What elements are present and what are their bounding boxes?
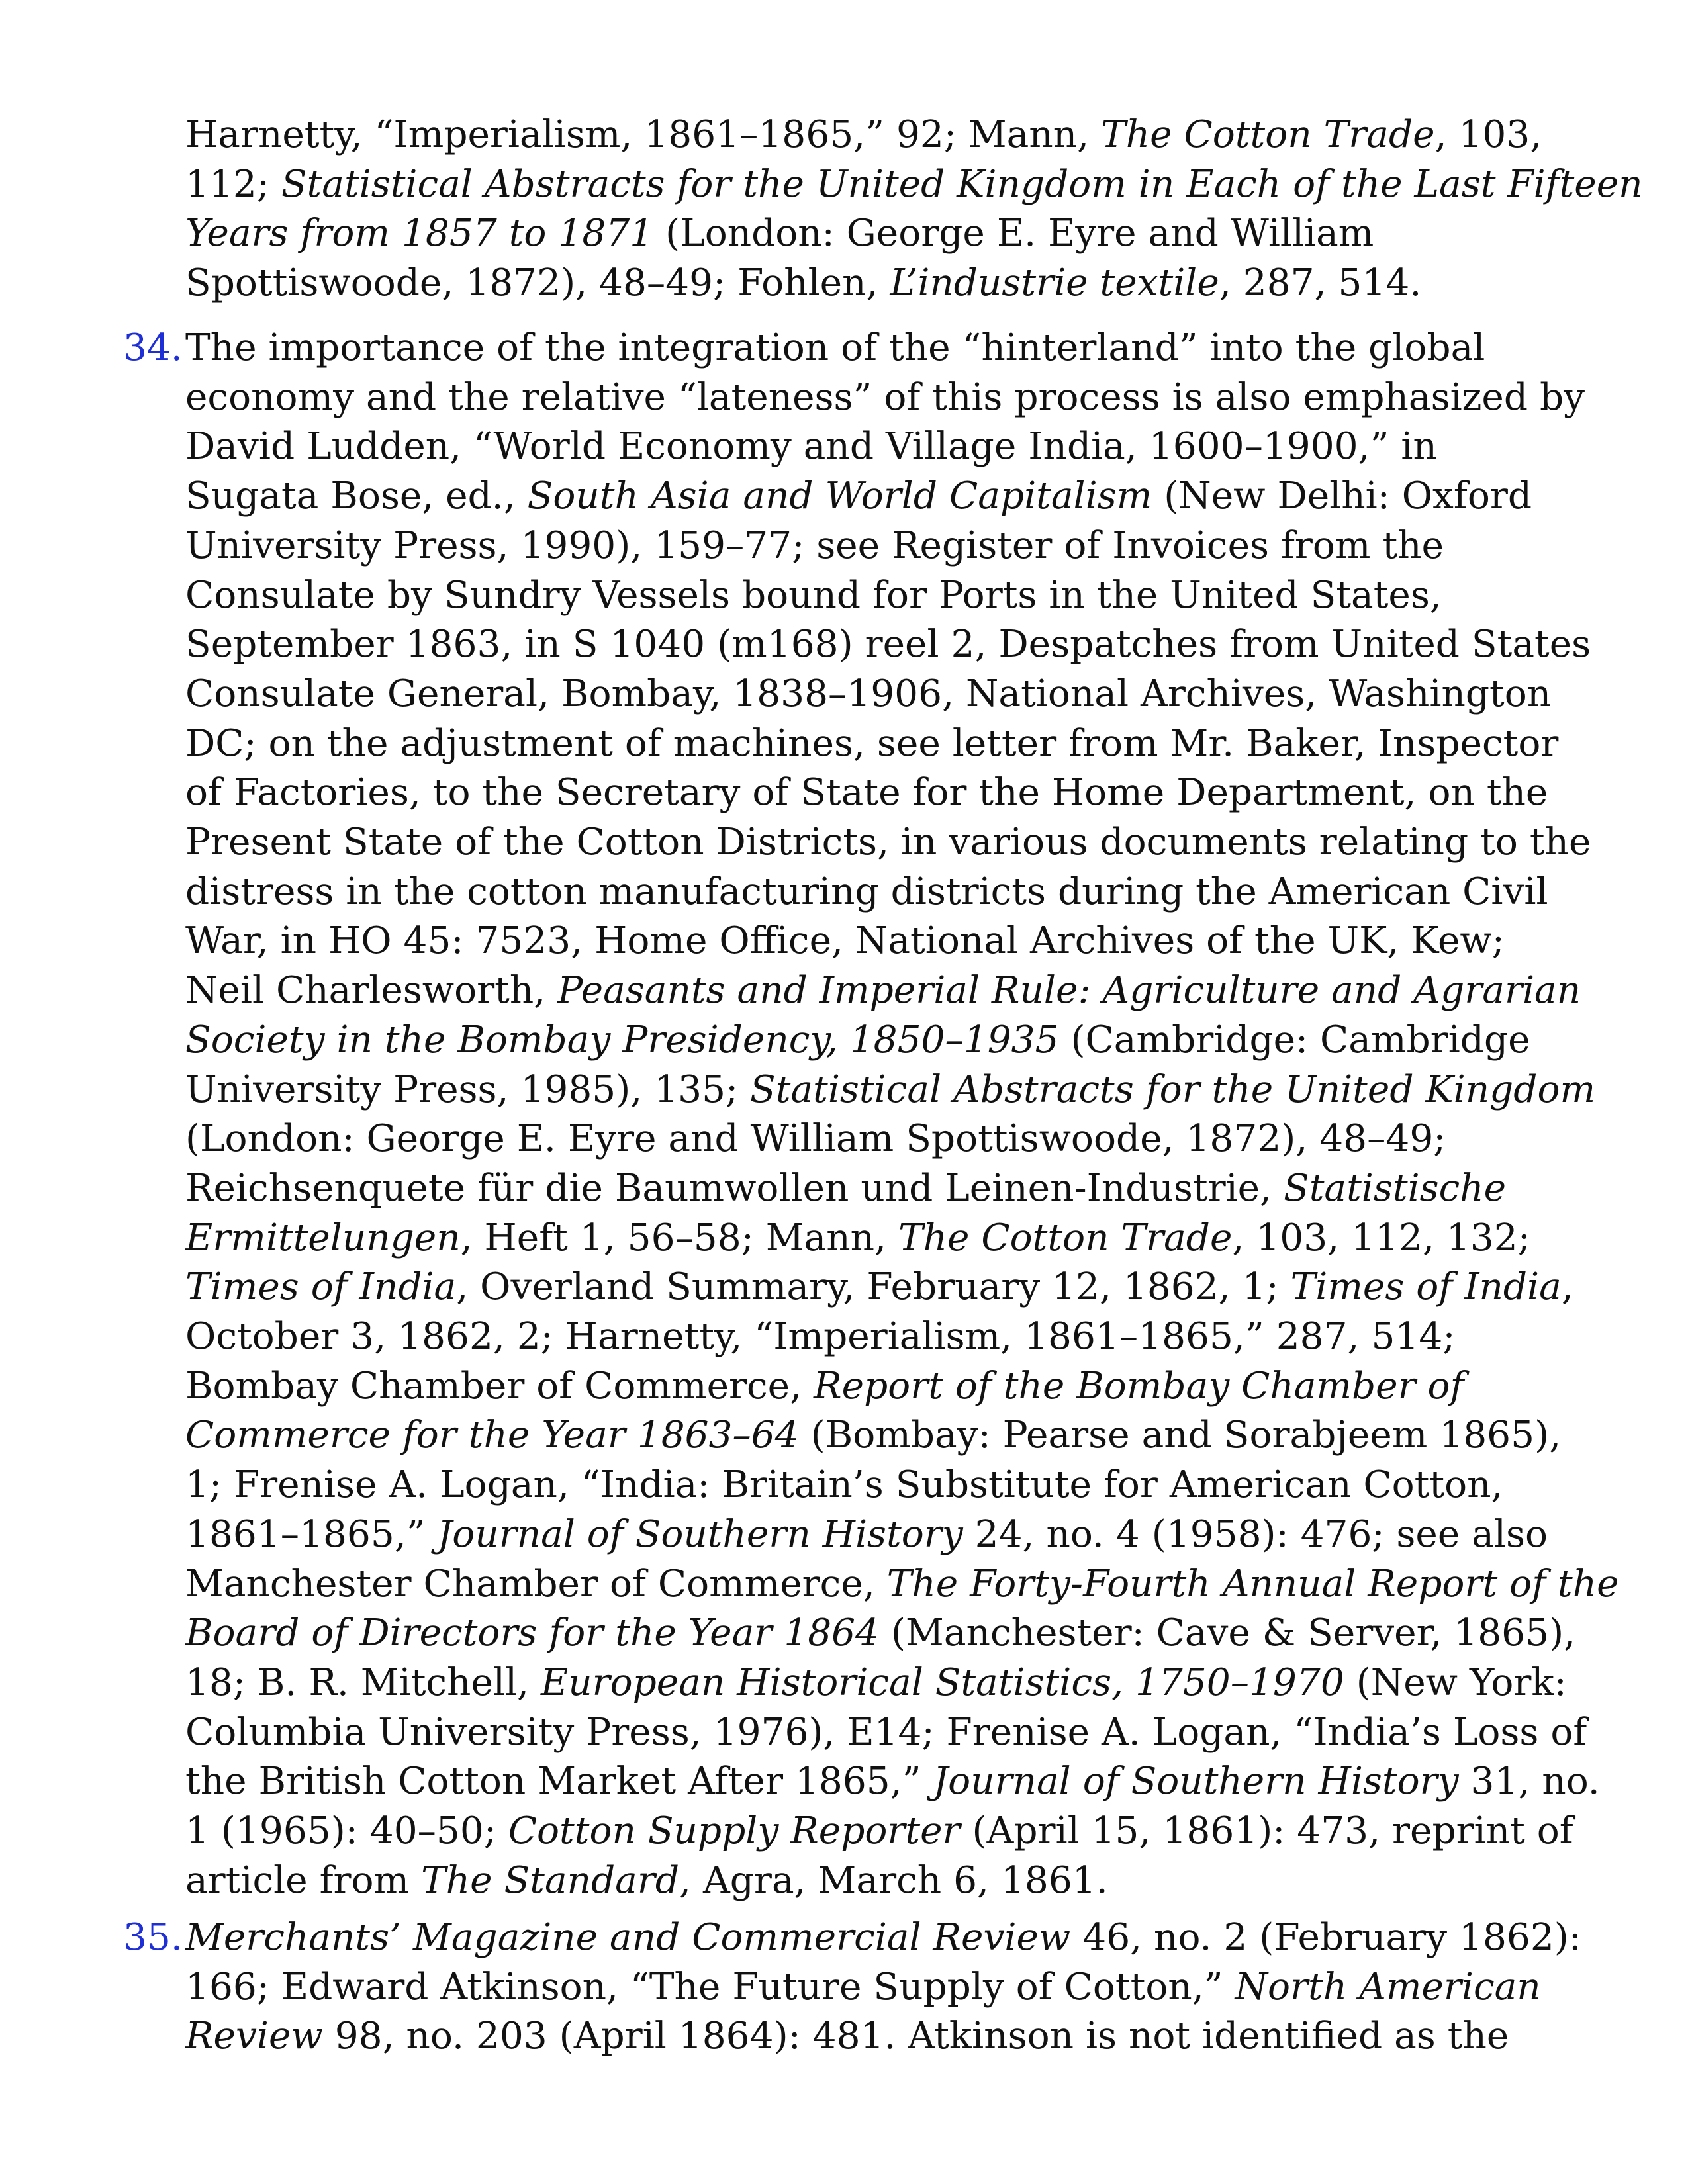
- text-line: Commerce for the Year 1863–64 (Bombay: Pearse and Sorabjeem 1865),: [185, 1414, 1562, 1457]
- text-line: 166; Edward Atkinson, “The Future Supply of Cotton,” North American: [185, 1965, 1541, 2009]
- text-line: Society in the Bombay Presidency, 1850–1935 (Cambridge: Cambridge: [185, 1018, 1530, 1062]
- text-line: 1 (1965): 40–50; Cotton Supply Reporter (April 15, 1861): 473, reprint of: [185, 1809, 1573, 1853]
- text-line: of Factories, to the Secretary of State for the Home Department, on the: [185, 771, 1548, 815]
- italic-title: Ermittelungen: [185, 1216, 461, 1259]
- text-line: article from The Standard, Agra, March 6, 1861.: [185, 1858, 1108, 1902]
- italic-title: Board of Directors for the Year 1864: [185, 1612, 880, 1655]
- italic-title: Review: [185, 2015, 323, 2058]
- italic-title: Times of India: [1290, 1265, 1562, 1309]
- italic-title: Report of the Bombay Chamber of: [814, 1364, 1464, 1408]
- text-line: Sugata Bose, ed., South Asia and World Capitalism (New Delhi: Oxford: [185, 475, 1532, 518]
- text-line: University Press, 1990), 159–77; see Register of Invoices from the: [185, 523, 1444, 567]
- text-line: Reichsenquete für die Baumwollen und Leinen-Industrie, Statistische: [185, 1166, 1507, 1210]
- italic-title: Journal of Southern History: [437, 1512, 963, 1556]
- text-line: Review 98, no. 203 (April 1864): 481. Atkinson is not identified as the: [185, 2015, 1509, 2058]
- text-line: The importance of the integration of the “hinterland” into the global: [185, 326, 1485, 369]
- text-line: Years from 1857 to 1871 (London: George E. Eyre and William: [185, 212, 1374, 255]
- text-line: Spottiswoode, 1872), 48–49; Fohlen, L’industrie textile, 287, 514.: [185, 261, 1422, 305]
- text-line: Merchants’ Magazine and Commercial Review 46, no. 2 (February 1862):: [185, 1916, 1581, 1959]
- text-line: October 3, 1862, 2; Harnetty, “Imperialism, 1861–1865,” 287, 514;: [185, 1315, 1456, 1359]
- italic-title: Merchants’ Magazine and Commercial Review: [185, 1916, 1071, 1959]
- text-line: economy and the relative “lateness” of this process is also emphasized by: [185, 375, 1585, 419]
- text-line: Manchester Chamber of Commerce, The Forty-Fourth Annual Report of the: [185, 1562, 1619, 1606]
- text-line: Bombay Chamber of Commerce, Report of the Bombay Chamber of: [185, 1364, 1464, 1408]
- text-line: 112; Statistical Abstracts for the United Kingdom in Each of the Last Fifteen: [185, 162, 1643, 206]
- text-line: Present State of the Cotton Districts, in various documents relating to the: [185, 821, 1591, 864]
- italic-title: Statistical Abstracts for the United Kingdom in Each of the Last Fifteen: [281, 162, 1643, 206]
- footnote-33-continuation: [185, 111, 1643, 308]
- text-line: Board of Directors for the Year 1864 (Manchester: Cave & Server, 1865),: [185, 1612, 1576, 1655]
- italic-title: The Cotton Trade: [1101, 113, 1435, 156]
- text-line: DC; on the adjustment of machines, see letter from Mr. Baker, Inspector: [185, 721, 1559, 765]
- text-line: Columbia University Press, 1976), E14; Frenise A. Logan, “India’s Loss of: [185, 1710, 1587, 1754]
- italic-title: Statistical Abstracts for the United Kingdom: [750, 1068, 1596, 1111]
- text-line: Consulate by Sundry Vessels bound for Ports in the United States,: [185, 573, 1442, 617]
- italic-title: North American: [1235, 1965, 1541, 2009]
- footnote-number-34-link[interactable]: 34.: [123, 326, 183, 369]
- italic-title: The Cotton Trade: [898, 1216, 1233, 1259]
- text-line: September 1863, in S 1040 (m168) reel 2, Despatches from United States: [185, 623, 1591, 666]
- italic-title: South Asia and World Capitalism: [527, 475, 1152, 518]
- italic-title: Peasants and Imperial Rule: Agriculture and Agrarian: [557, 969, 1581, 1013]
- italic-title: Statistische: [1284, 1166, 1507, 1210]
- footnote-35: [123, 1913, 1581, 2062]
- text-line: Neil Charlesworth, Peasants and Imperial Rule: Agriculture and Agrarian: [185, 969, 1581, 1013]
- italic-title: Society in the Bombay Presidency, 1850–1935: [185, 1018, 1059, 1062]
- text-line: 18; B. R. Mitchell, European Historical Statistics, 1750–1970 (New York:: [185, 1661, 1567, 1704]
- text-line: Times of India, Overland Summary, February 12, 1862, 1; Times of India,: [185, 1265, 1573, 1309]
- italic-title: Years from 1857 to 1871: [185, 212, 654, 255]
- text-line: Ermittelungen, Heft 1, 56–58; Mann, The Cotton Trade, 103, 112, 132;: [185, 1216, 1530, 1259]
- footnote-34: [123, 324, 1619, 1906]
- italic-title: Commerce for the Year 1863–64: [185, 1414, 799, 1457]
- italic-title: Times of India: [185, 1265, 457, 1309]
- text-line: 1861–1865,” Journal of Southern History 24, no. 4 (1958): 476; see also: [185, 1512, 1548, 1556]
- italic-title: The Forty-Fourth Annual Report of the: [886, 1562, 1619, 1606]
- italic-title: European Historical Statistics, 1750–1970: [540, 1661, 1344, 1704]
- italic-title: L’industrie textile: [890, 261, 1219, 305]
- text-line: War, in HO 45: 7523, Home Office, National Archives of the UK, Kew;: [185, 919, 1505, 963]
- text-line: Harnetty, “Imperialism, 1861–1865,” 92; Mann, The Cotton Trade, 103,: [185, 113, 1542, 156]
- text-line: distress in the cotton manufacturing districts during the American Civil: [185, 870, 1548, 913]
- italic-title: Journal of Southern History: [933, 1760, 1459, 1803]
- text-line: 1; Frenise A. Logan, “India: Britain’s Substitute for American Cotton,: [185, 1463, 1503, 1507]
- text-line: Consulate General, Bombay, 1838–1906, National Archives, Washington: [185, 672, 1552, 715]
- text-line: University Press, 1985), 135; Statistical Abstracts for the United Kingdom: [185, 1068, 1596, 1111]
- italic-title: Cotton Supply Reporter: [508, 1809, 961, 1853]
- text-line: the British Cotton Market After 1865,” Journal of Southern History 31, no.: [185, 1760, 1600, 1803]
- text-line: (London: George E. Eyre and William Spottiswoode, 1872), 48–49;: [185, 1117, 1446, 1161]
- footnote-number-35-link[interactable]: 35.: [123, 1916, 183, 1959]
- text-line: David Ludden, “World Economy and Village India, 1600–1900,” in: [185, 425, 1437, 469]
- italic-title: The Standard: [421, 1858, 680, 1902]
